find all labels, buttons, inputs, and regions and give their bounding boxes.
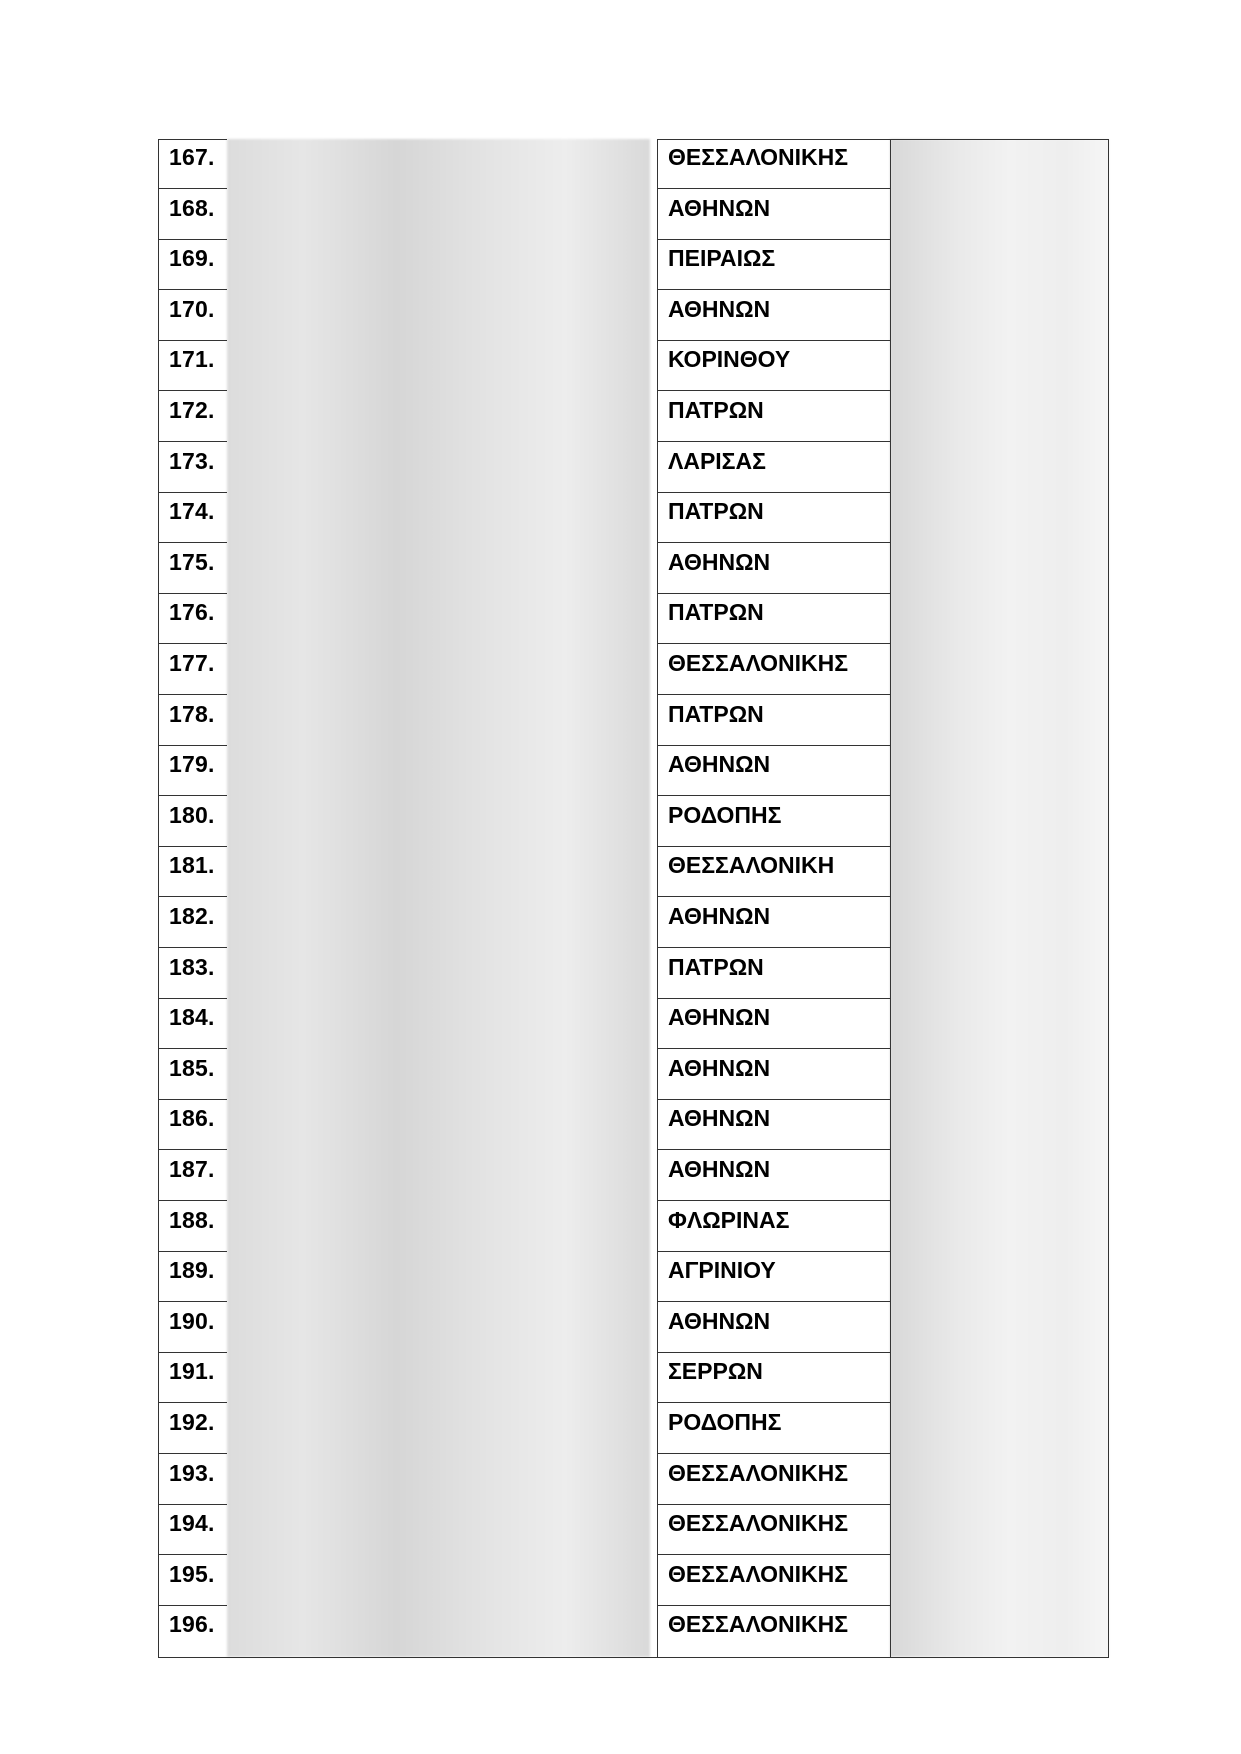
row-number-cell [158,1202,227,1252]
row-place-cell [657,139,890,189]
table-row [158,139,890,189]
row-number-cell [158,291,227,341]
row-place-cell [657,1353,890,1403]
row-number-cell [158,544,227,594]
row-place-cell [657,949,890,999]
row-number: 173. [169,447,215,474]
row-place: ΘΕΣΣΑΛΟΝΙΚΗΣ [668,1611,849,1638]
row-place-cell [657,1151,890,1201]
row-number-cell [158,1606,227,1656]
row-place-cell [657,443,890,493]
row-number-cell [158,1505,227,1555]
row-place: ΘΕΣΣΑΛΟΝΙΚΗΣ [668,1560,849,1587]
row-place-cell [657,746,890,796]
row-place-cell [657,493,890,543]
row-place-cell [657,1202,890,1252]
row-number: 167. [169,144,215,170]
row-place: ΛΑΡΙΣΑΣ [668,447,766,474]
row-number-cell [158,341,227,391]
row-number-cell [158,898,227,948]
row-number: 181. [169,852,215,879]
row-place: ΑΘΗΝΩΝ [668,1105,771,1132]
row-place: ΣΕΡΡΩΝ [668,1358,763,1385]
row-place: ΑΘΗΝΩΝ [668,295,771,322]
table-row [158,544,890,594]
row-place-cell [657,1404,890,1454]
row-number-cell [158,1252,227,1302]
row-place: ΘΕΣΣΑΛΟΝΙΚΗΣ [668,650,849,676]
row-number: 188. [169,1206,215,1233]
row-number-cell [158,1050,227,1100]
row-place-cell [657,291,890,341]
table-row [158,696,890,746]
row-place: ΡΟΔΟΠΗΣ [668,1409,782,1435]
row-place-cell [657,1252,890,1302]
row-place: ΠΑΤΡΩΝ [668,397,764,423]
table-row [158,443,890,493]
table-row [158,847,890,897]
row-place-cell [657,1100,890,1150]
table-row [158,1202,890,1252]
redacted-extra-column [890,139,1109,1657]
row-number: 178. [169,700,215,727]
row-place-cell [657,645,890,695]
row-number-cell [158,847,227,897]
row-place-cell [657,544,890,594]
table-row [158,1455,890,1505]
row-number: 182. [169,903,215,929]
row-place-cell [657,1505,890,1555]
row-place: ΘΕΣΣΑΛΟΝΙΚΗ [668,852,835,879]
table-right-border [1108,139,1109,1658]
row-place: ΠΕΙΡΑΙΩΣ [668,245,776,272]
row-place: ΑΓΡΙΝΙΟΥ [668,1257,776,1284]
table-row [158,594,890,644]
table-row [158,999,890,1049]
row-number-cell [158,949,227,999]
row-place: ΑΘΗΝΩΝ [668,1156,771,1182]
row-number: 185. [169,1054,215,1081]
row-number-cell [158,1303,227,1353]
row-number-cell [158,1353,227,1403]
row-place: ΘΕΣΣΑΛΟΝΙΚΗΣ [668,1459,849,1486]
row-number-cell [158,443,227,493]
table-row [158,1404,890,1454]
row-place: ΑΘΗΝΩΝ [668,1307,771,1334]
row-number-cell [158,139,227,189]
row-number-cell [158,746,227,796]
row-number-cell [158,190,227,240]
row-number-cell [158,797,227,847]
table-row [158,1606,890,1656]
row-number: 194. [169,1510,215,1537]
row-number: 179. [169,751,215,778]
row-place-cell [657,594,890,644]
row-place: ΑΘΗΝΩΝ [668,548,771,575]
row-place: ΠΑΤΡΩΝ [668,953,764,980]
table-row [158,645,890,695]
row-place-cell [657,847,890,897]
table-row [158,1353,890,1403]
row-number: 183. [169,953,215,980]
row-number: 190. [169,1307,215,1334]
table-row [158,746,890,796]
row-place-cell [657,392,890,442]
column-divider-place-right [890,139,891,1658]
row-place-cell [657,1556,890,1606]
table-row [158,797,890,847]
row-number: 189. [169,1257,215,1284]
table-row [158,1151,890,1201]
row-place: ΑΘΗΝΩΝ [668,194,771,221]
table-row [158,1303,890,1353]
row-place-cell [657,1303,890,1353]
row-number-cell [158,1404,227,1454]
row-number-cell [158,696,227,746]
table-row [158,493,890,543]
table-row [158,949,890,999]
row-number-cell [158,999,227,1049]
table-bottom-border [158,1657,1109,1658]
row-number-cell [158,1100,227,1150]
row-place: ΑΘΗΝΩΝ [668,1004,771,1031]
row-number: 187. [169,1156,215,1182]
table-row [158,341,890,391]
row-number: 171. [169,346,215,373]
table-row [158,1252,890,1302]
row-number: 172. [169,397,215,423]
table-row [158,898,890,948]
row-number: 176. [169,599,215,626]
row-number: 195. [169,1560,215,1587]
row-number: 191. [169,1358,215,1385]
row-number: 192. [169,1409,215,1435]
row-place-cell [657,190,890,240]
row-place: ΡΟΔΟΠΗΣ [668,801,782,828]
row-place-cell [657,240,890,290]
row-number-cell [158,645,227,695]
row-number: 186. [169,1105,215,1132]
row-place: ΑΘΗΝΩΝ [668,1054,771,1081]
row-place: ΠΑΤΡΩΝ [668,700,764,727]
table-row [158,392,890,442]
row-place-cell [657,999,890,1049]
row-number-cell [158,1556,227,1606]
row-place-cell [657,1606,890,1656]
row-number-cell [158,240,227,290]
row-number: 170. [169,295,215,322]
row-number: 196. [169,1611,215,1638]
row-number: 180. [169,801,215,828]
row-number: 177. [169,650,215,676]
row-place: ΦΛΩΡΙΝΑΣ [668,1206,790,1233]
row-place: ΑΘΗΝΩΝ [668,751,771,778]
row-number-cell [158,493,227,543]
table-row [158,1050,890,1100]
row-place: ΘΕΣΣΑΛΟΝΙΚΗΣ [668,1510,849,1537]
row-number: 193. [169,1459,215,1486]
row-number-cell [158,392,227,442]
table-row [158,1556,890,1606]
row-number-cell [158,1151,227,1201]
row-number: 168. [169,194,215,221]
row-number: 174. [169,498,215,525]
row-place-cell [657,696,890,746]
row-place-cell [657,1050,890,1100]
row-number-cell [158,594,227,644]
table-row [158,1505,890,1555]
row-place-cell [657,1455,890,1505]
row-place-cell [657,797,890,847]
row-place-cell [657,341,890,391]
table-row [158,1100,890,1150]
table-row [158,240,890,290]
row-place-cell [657,898,890,948]
row-number: 175. [169,548,215,575]
table-row [158,291,890,341]
row-number: 169. [169,245,215,272]
row-number-cell [158,1455,227,1505]
row-place: ΠΑΤΡΩΝ [668,498,764,525]
row-place: ΠΑΤΡΩΝ [668,599,764,626]
results-table [158,139,1109,1660]
row-number: 184. [169,1004,215,1031]
row-place: ΚΟΡΙΝΘΟΥ [668,346,791,373]
row-place: ΘΕΣΣΑΛΟΝΙΚΗΣ [668,144,849,170]
row-place: ΑΘΗΝΩΝ [668,903,771,929]
table-row [158,190,890,240]
